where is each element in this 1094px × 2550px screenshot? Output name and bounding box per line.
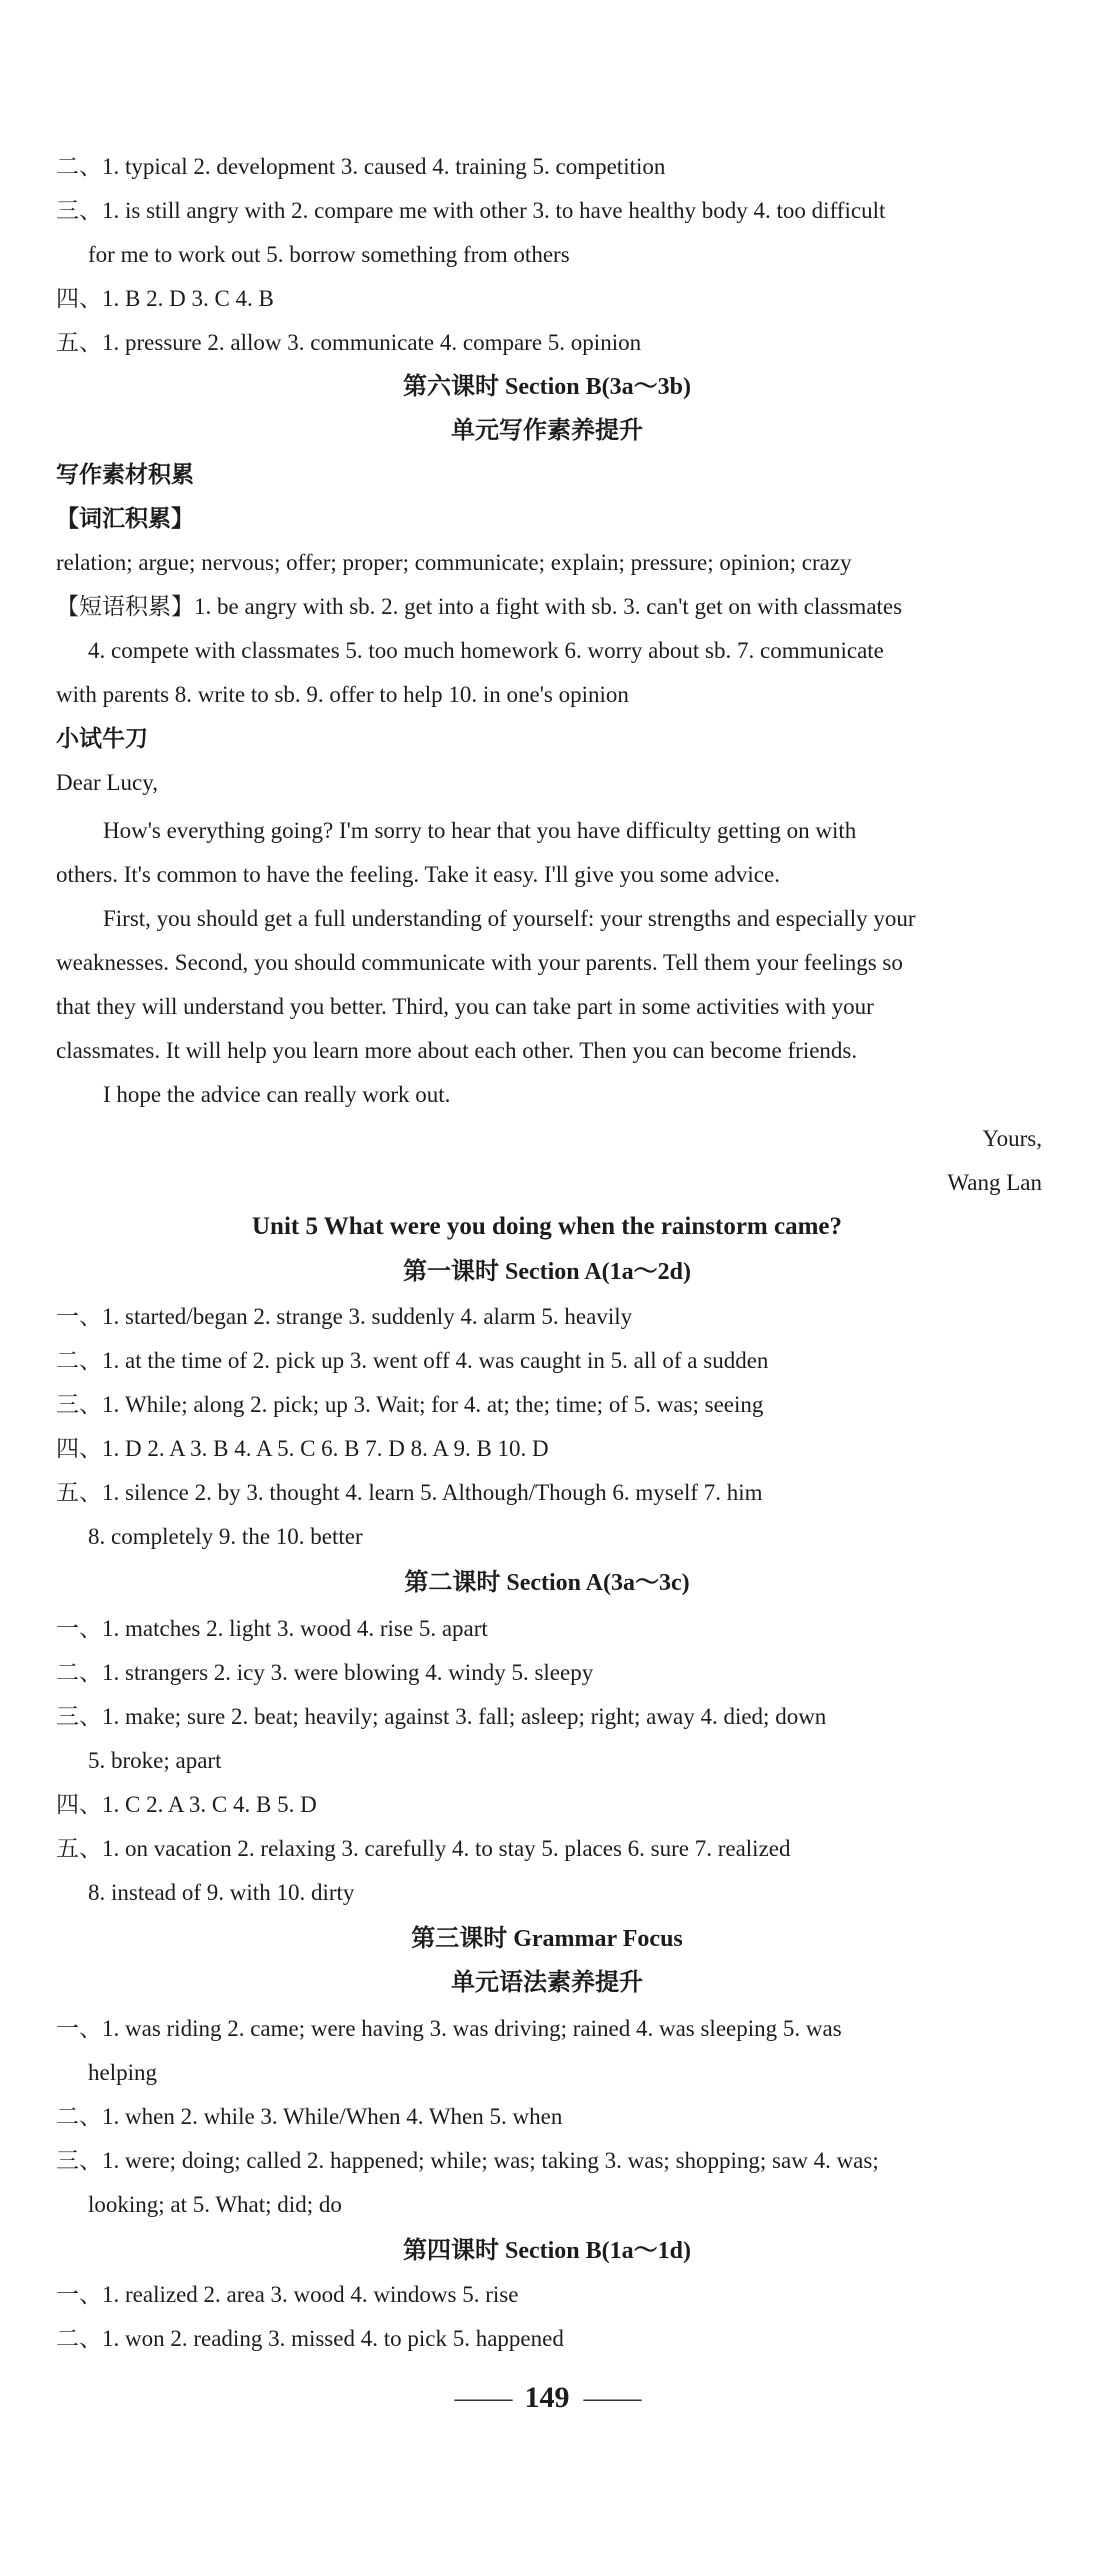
- line: 一、1. was riding 2. came; were having 3. was driving; rained 4. was sleeping 5. was: [56, 2016, 842, 2041]
- letter-signature: Wang Lan: [947, 1170, 1042, 1195]
- line: 五、1. silence 2. by 3. thought 4. learn 5. Although/Though 6. myself 7. him: [56, 1480, 763, 1505]
- subheading: 小试牛刀: [56, 726, 148, 751]
- section-heading: 第六课时 Section B(3a～3b): [403, 374, 691, 400]
- line: 【短语积累】1. be angry with sb. 2. get into a fight with sb. 3. can't get on with classmates: [56, 594, 903, 619]
- letter-line: that they will understand you better. Third, you can take part in some activities with your: [56, 994, 874, 1019]
- page-footer: [0, 2378, 1094, 2418]
- line: 三、1. While; along 2. pick; up 3. Wait; for 4. at; the; time; of 5. was; seeing: [56, 1392, 764, 1417]
- line: 一、1. started/began 2. strange 3. suddenly 4. alarm 5. heavily: [56, 1304, 633, 1329]
- line: 一、1. realized 2. area 3. wood 4. windows 5. rise: [56, 2282, 519, 2307]
- line: 二、1. strangers 2. icy 3. were blowing 4. windy 5. sleepy: [56, 1660, 594, 1685]
- line: 四、1. D 2. A 3. B 4. A 5. C 6. B 7. D 8. A 9. B 10. D: [56, 1436, 549, 1461]
- footer-rule-left: ——: [454, 2381, 511, 2414]
- line: 三、1. were; doing; called 2. happened; while; was; taking 3. was; shopping; saw 4. was;: [56, 2148, 879, 2173]
- line: 一、1. matches 2. light 3. wood 4. rise 5. apart: [56, 1616, 488, 1641]
- line: helping: [88, 2060, 157, 2085]
- line: 三、1. is still angry with 2. compare me with other 3. to have healthy body 4. too difficult: [56, 198, 886, 223]
- section-heading: 第四课时 Section B(1a～1d): [403, 2238, 691, 2264]
- section-heading: 第三课时 Grammar Focus: [411, 1926, 683, 1952]
- section-heading: 单元语法素养提升: [451, 1970, 643, 1996]
- page-number: 149: [524, 2381, 570, 2414]
- line: relation; argue; nervous; offer; proper; communicate; explain; pressure; opinion; crazy: [56, 550, 852, 575]
- letter-line: classmates. It will help you learn more about each other. Then you can become friends.: [56, 1038, 858, 1063]
- footer-rule-right: ——: [583, 2381, 640, 2414]
- letter-line: How's everything going? I'm sorry to hear that you have difficulty getting on with: [103, 818, 857, 843]
- line: 4. compete with classmates 5. too much homework 6. worry about sb. 7. communicate: [88, 638, 884, 663]
- subheading: 写作素材积累: [56, 462, 194, 487]
- line: 8. instead of 9. with 10. dirty: [88, 1880, 355, 1905]
- line: 8. completely 9. the 10. better: [88, 1524, 363, 1549]
- line: 五、1. pressure 2. allow 3. communicate 4. compare 5. opinion: [56, 330, 642, 355]
- section-heading: 单元写作素养提升: [451, 418, 643, 444]
- line: looking; at 5. What; did; do: [88, 2192, 342, 2217]
- line: 二、1. at the time of 2. pick up 3. went off 4. was caught in 5. all of a sudden: [56, 1348, 769, 1373]
- line: 二、1. when 2. while 3. While/When 4. When 5. when: [56, 2104, 563, 2129]
- line: 四、1. B 2. D 3. C 4. B: [56, 286, 274, 311]
- line: 五、1. on vacation 2. relaxing 3. carefully 4. to stay 5. places 6. sure 7. realized: [56, 1836, 791, 1861]
- subheading: 【词汇积累】: [56, 506, 194, 531]
- line: with parents 8. write to sb. 9. offer to help 10. in one's opinion: [56, 682, 629, 707]
- letter-closing: Yours,: [982, 1126, 1042, 1151]
- letter-line: I hope the advice can really work out.: [103, 1082, 451, 1107]
- section-heading: 第二课时 Section A(3a～3c): [404, 1570, 690, 1596]
- line: 四、1. C 2. A 3. C 4. B 5. D: [56, 1792, 317, 1817]
- letter-line: others. It's common to have the feeling. Take it easy. I'll give you some advice.: [56, 862, 780, 887]
- line: 5. broke; apart: [88, 1748, 222, 1773]
- letter-line: weaknesses. Second, you should communicate with your parents. Tell them your feelings so: [56, 950, 903, 975]
- section-heading: 第一课时 Section A(1a～2d): [403, 1259, 691, 1285]
- line: 三、1. make; sure 2. beat; heavily; against 3. fall; asleep; right; away 4. died; down: [56, 1704, 827, 1729]
- line: for me to work out 5. borrow something from others: [88, 242, 570, 267]
- letter-greeting: Dear Lucy,: [56, 770, 158, 795]
- line: 二、1. typical 2. development 3. caused 4. training 5. competition: [56, 154, 666, 179]
- letter-line: First, you should get a full understanding of yourself: your strengths and especially your: [103, 906, 916, 931]
- unit-title: Unit 5 What were you doing when the rainstorm came?: [251, 1213, 843, 1240]
- line: 二、1. won 2. reading 3. missed 4. to pick 5. happened: [56, 2326, 564, 2351]
